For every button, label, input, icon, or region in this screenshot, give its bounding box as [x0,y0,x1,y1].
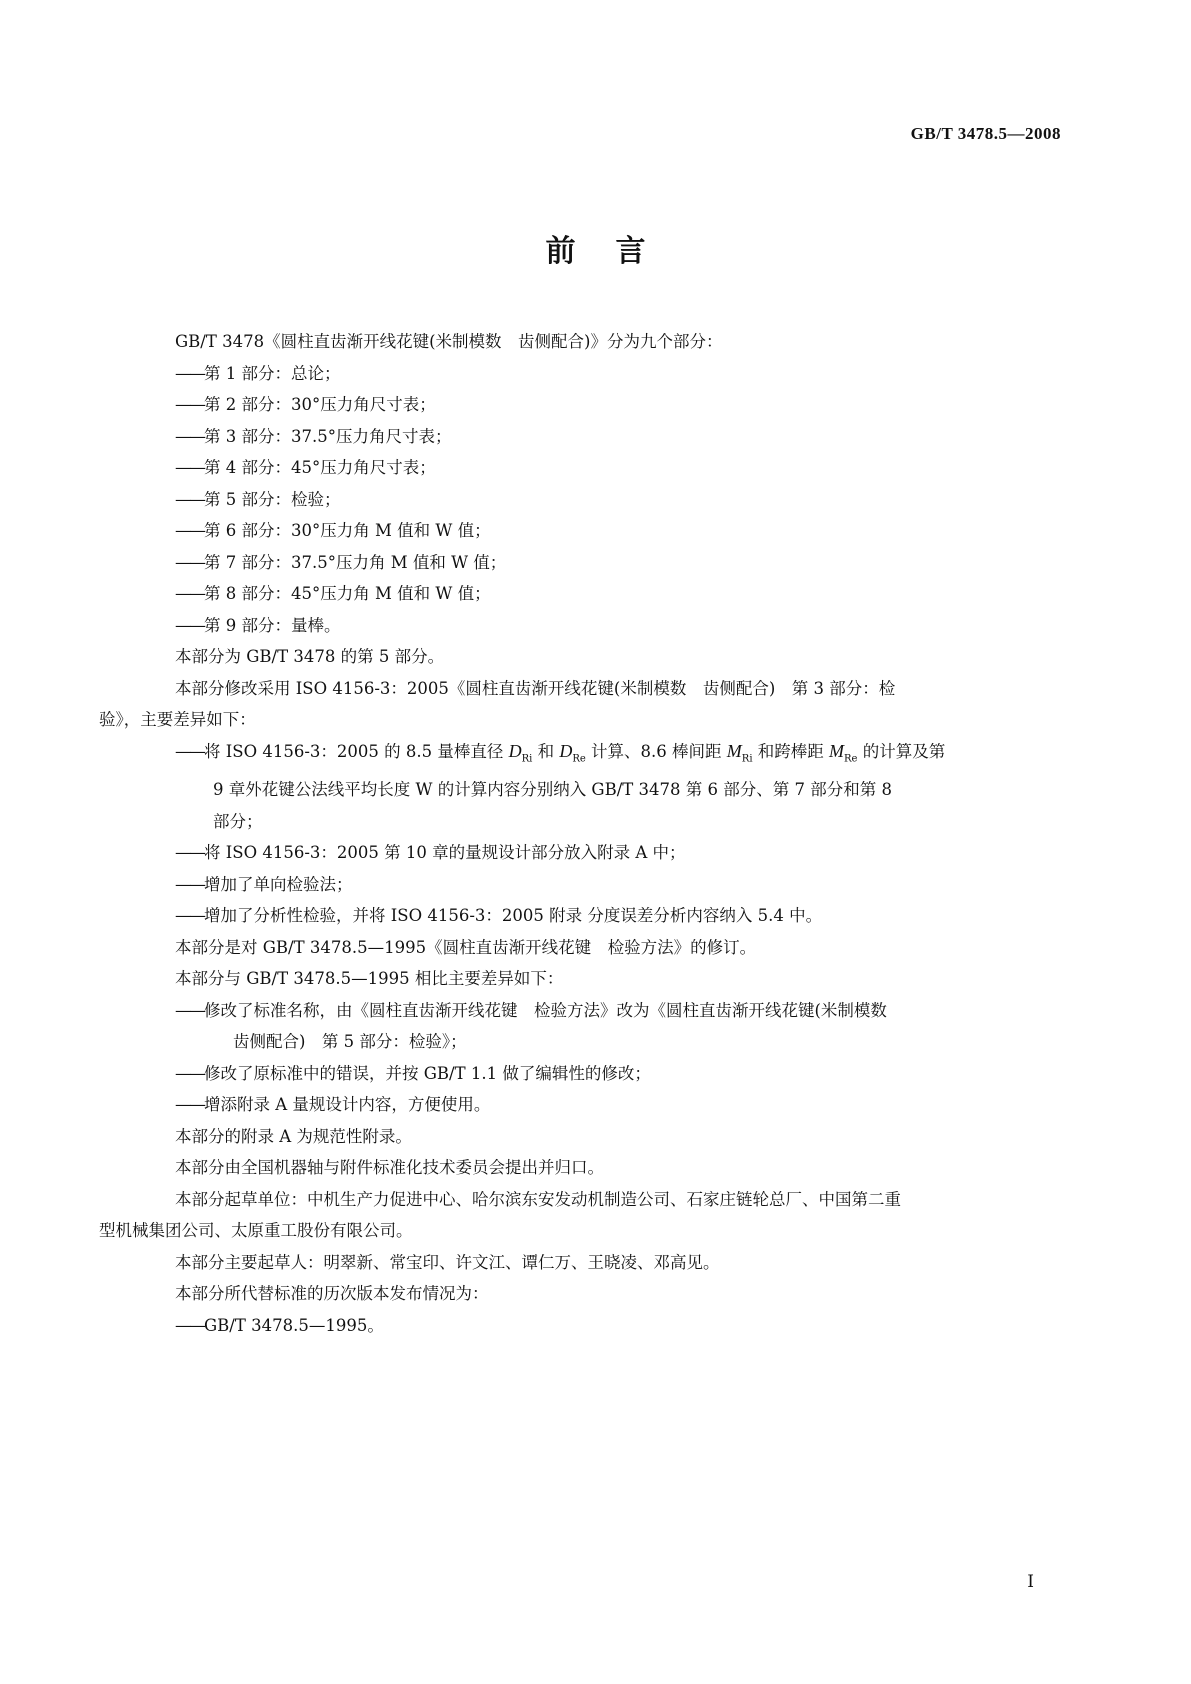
list-item: ——增添附录 A 量规设计内容，方便使用。 [175,1095,491,1115]
page-title: 前言 [545,234,686,269]
list-item: ——第 6 部分：30°压力角 M 值和 W 值； [175,521,491,540]
document-body [99,326,1062,1341]
list-item: ——第 1 部分：总论； [175,363,341,383]
list-item: ——第 2 部分：30°压力角尺寸表； [175,395,436,414]
compare-paragraph: 本部分与 GB/T 3478.5—1995 相比主要差异如下： [175,969,564,989]
page-number: I [1027,1572,1034,1592]
appendix-paragraph: 本部分的附录 A 为规范性附录。 [175,1126,412,1146]
history-paragraph: 本部分所代替标准的历次版本发布情况为： [175,1284,489,1304]
list-item: ——第 7 部分：37.5°压力角 M 值和 W 值； [175,552,507,572]
list-item: ——第 5 部分：检验； [175,489,341,509]
list-item: ——GB/T 3478.5—1995。 [175,1315,384,1335]
this-part-paragraph: 本部分为 GB/T 3478 的第 5 部分。 [175,647,445,666]
drafting-units-paragraph: 本部分起草单位：中机生产力促进中心、哈尔滨东安发动机制造公司、石家庄链轮总厂、中国第二重 型机械集团公司、太原重工股份有限公司。 [99,1189,901,1241]
list-item: ——修改了原标准中的错误，并按 GB/T 1.1 做了编辑性的修改； [175,1063,651,1083]
intro-paragraph: GB/T 3478《圆柱直齿渐开线花键(米制模数 齿侧配合)》分为九个部分： [175,332,723,351]
list-item: ——第 8 部分：45°压力角 M 值和 W 值； [175,584,491,603]
list-item: ——第 3 部分：37.5°压力角尺寸表； [175,426,452,446]
list-item: ——第 9 部分：量棒。 [175,615,341,635]
list-item: ——第 4 部分：45°压力角尺寸表； [175,458,436,477]
drafters-paragraph: 本部分主要起草人：明翠新、常宝印、许文江、谭仁万、王晓凌、邓高见。 [175,1252,720,1272]
proposer-paragraph: 本部分由全国机器轴与附件标准化技术委员会提出并归口。 [175,1158,604,1178]
revision-paragraph: 本部分是对 GB/T 3478.5—1995《圆柱直齿渐开线花键 检验方法》的修订。 [175,937,757,957]
list-item: ——增加了单向检验法； [175,874,353,894]
list-item: ——增加了分析性检验，并将 ISO 4156-3：2005 附录 分度误差分析内容纳入 5.4 中。 [175,906,823,926]
adoption-paragraph: 本部分修改采用 ISO 4156-3：2005《圆柱直齿渐开线花键(米制模数 齿侧配合) 第 3 部分：检 验》，主要差异如下： [99,678,896,729]
change-item: ——修改了标准名称，由《圆柱直齿渐开线花键 检验方法》改为《圆柱直齿渐开线花键(米制模数 齿侧配合) 第 5 部分：检验》； [175,1000,887,1052]
standard-code: GB/T 3478.5—2008 [910,124,1061,143]
diff-item: ——将 ISO 4156-3：2005 的 8.5 量棒直径 $D_{Ri}$ 和 $D_{Re}$ 计算、8.6 棒间距 $M_{Ri}$ 和跨棒距 $M_{Re}$ 的计算及第 9 章外花键公法线平均长度 W 的计算内容分别纳入 GB/T 3478 第 6 部分、第 7 部分和第 8 部分； [175,740,946,831]
list-item: ——将 ISO 4156-3：2005 第 10 章的量规设计部分放入附录 A 中； [175,843,686,863]
